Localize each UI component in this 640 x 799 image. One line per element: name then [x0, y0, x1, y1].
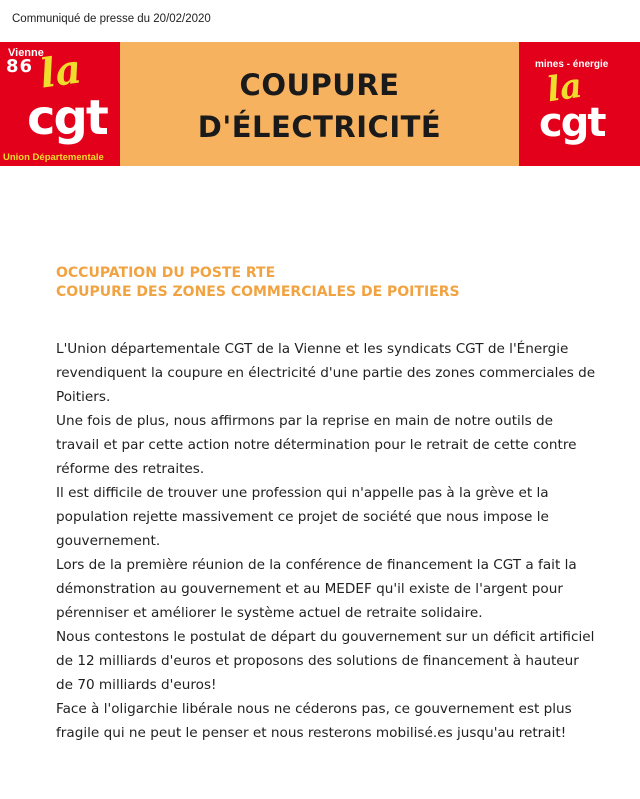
title-line-2: D'ÉLECTRICITÉ	[197, 110, 442, 144]
cgt-vienne-logo	[0, 42, 120, 166]
press-release-body	[56, 337, 596, 745]
subheading-line-2: COUPURE DES ZONES COMMERCIALES DE POITIERS	[56, 284, 460, 300]
logo-cgt-text: cgt	[27, 90, 107, 146]
logo-dept-name: Vienne	[8, 47, 44, 59]
cgt-mines-energie-logo	[519, 42, 640, 166]
logo-cgt-text-right: cgt	[539, 100, 605, 146]
logo-union-subtitle: Union Départementale	[3, 152, 104, 163]
press-release-date: Communiqué de presse du 20/02/2020	[12, 13, 211, 25]
logo-dept-number: 86	[6, 56, 34, 77]
page-title	[120, 64, 519, 148]
logo-federation-name: mines - énergie	[535, 59, 609, 70]
logo-la-text-right: la	[544, 65, 585, 111]
paragraph: Une fois de plus, nous affirmons par la reprise en main de notre outils de travail et par cette action notre détermination pour le retrait de cette contre réforme des retraites.	[56, 413, 577, 477]
title-banner	[120, 42, 519, 166]
subheading	[56, 264, 616, 302]
paragraph: Lors de la première réunion de la conférence de financement la CGT a fait la démonstration au gouvernement et au MEDEF qu'il existe de l'argent pour pérenniser et améliorer le système actuel de retraite solidaire.	[56, 557, 577, 621]
paragraph: Face à l'oligarchie libérale nous ne céderons pas, ce gouvernement est plus fragile qui ne peut le penser et nous resterons mobilisé.es jusqu'au retrait!	[56, 701, 572, 741]
paragraph: Nous contestons le postulat de départ du gouvernement sur un déficit artificiel de 12 milliards d'euros et proposons des solutions de financement à hauteur de 70 milliards d'euros!	[56, 629, 595, 693]
paragraph: Il est difficile de trouver une profession qui n'appelle pas à la grève et la population rejette massivement ce projet de société que nous impose le gouvernement.	[56, 485, 549, 549]
title-line-1: COUPURE	[239, 68, 400, 102]
logo-la-text: la	[36, 45, 85, 98]
subheading-line-1: OCCUPATION DU POSTE RTE	[56, 265, 276, 281]
paragraph: L'Union départementale CGT de la Vienne et les syndicats CGT de l'Énergie revendiquent la coupure en électricité d'une partie des zones commerciales de Poitiers.	[56, 341, 596, 405]
header-banner	[0, 42, 640, 166]
